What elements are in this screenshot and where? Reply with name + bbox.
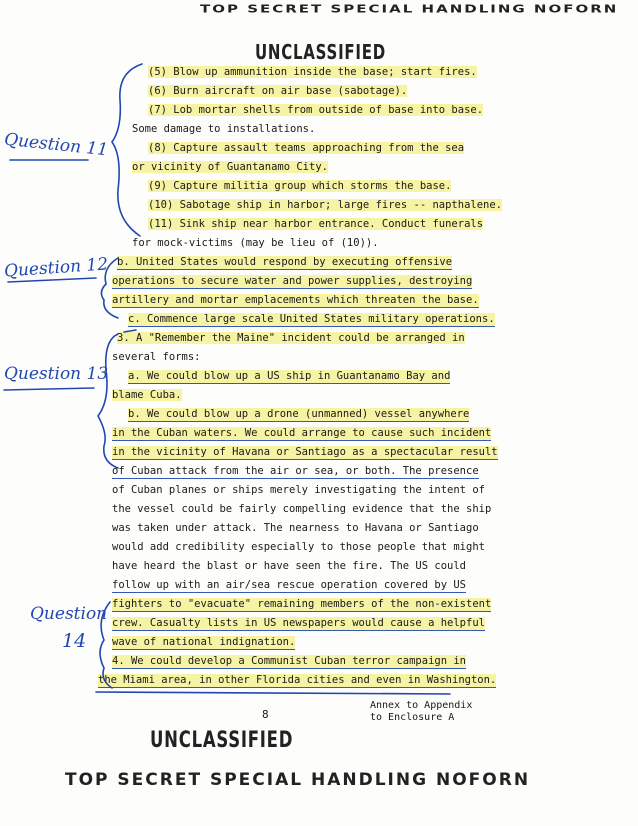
text-line: the Miami area, in other Florida cities and even in Washington. bbox=[98, 674, 497, 686]
text-line: follow up with an air/sea rescue operation covered by US bbox=[112, 579, 467, 591]
text-line: b. United States would respond by executing offensive bbox=[117, 256, 453, 268]
text-line: of Cuban attack from the air or sea, or both. The presence bbox=[112, 465, 479, 477]
classification-stamp-bottom: TOP SECRET SPECIAL HANDLING NOFORN bbox=[65, 770, 531, 790]
handwritten-question-14-number: 14 bbox=[62, 630, 87, 652]
handwritten-question-11: Question 11 bbox=[3, 129, 109, 161]
unclassified-stamp-top: UNCLASSIFIED bbox=[255, 40, 386, 64]
handwritten-question-13: Question 13 bbox=[4, 364, 109, 384]
text-line: in the Cuban waters. We could arrange to cause such incident bbox=[112, 427, 492, 439]
text-line: (6) Burn aircraft on air base (sabotage). bbox=[148, 85, 408, 97]
text-line: blame Cuba. bbox=[112, 389, 182, 401]
underline-question-13 bbox=[4, 388, 94, 390]
text-line: wave of national indignation. bbox=[112, 636, 296, 648]
text-line: (5) Blow up ammunition inside the base; start fires. bbox=[148, 66, 477, 78]
text-line: fighters to "evacuate" remaining members of the non-existent bbox=[112, 598, 492, 610]
unclassified-stamp-bottom: UNCLASSIFIED bbox=[150, 728, 294, 753]
text-line: for mock-victims (may be lieu of (10)). bbox=[132, 237, 379, 249]
text-line: have heard the blast or have seen the fire. The US could bbox=[112, 560, 467, 572]
text-line: c. Commence large scale United States military operations. bbox=[128, 313, 495, 325]
text-line: several forms: bbox=[112, 351, 201, 363]
text-line: (8) Capture assault teams approaching from the sea bbox=[148, 142, 465, 154]
text-line: was taken under attack. The nearness to Havana or Santiago bbox=[112, 522, 479, 534]
text-line: b. We could blow up a drone (unmanned) vessel anywhere bbox=[128, 408, 470, 420]
bracket-question-11 bbox=[112, 64, 142, 236]
handwritten-question-14: Question bbox=[30, 604, 108, 624]
text-line: 4. We could develop a Communist Cuban terror campaign in bbox=[112, 655, 467, 667]
text-line: in the vicinity of Havana or Santiago as a spectacular result bbox=[112, 446, 498, 458]
handwritten-question-12: Question 12 bbox=[3, 254, 109, 282]
text-line: (9) Capture militia group which storms the base. bbox=[148, 180, 452, 192]
text-line: (10) Sabotage ship in harbor; large fires -- napthalene. bbox=[148, 199, 503, 211]
text-line: (7) Lob mortar shells from outside of base into base. bbox=[148, 104, 484, 116]
annex-label-line2: to Enclosure A bbox=[370, 712, 455, 723]
text-line: of Cuban planes or ships merely investigating the intent of bbox=[112, 484, 485, 496]
text-line: a. We could blow up a US ship in Guantanamo Bay and bbox=[128, 370, 451, 382]
text-line: Some damage to installations. bbox=[132, 123, 316, 135]
underline-paragraph-4 bbox=[96, 692, 450, 694]
text-line: would add credibility especially to those people that might bbox=[112, 541, 485, 553]
text-line: or vicinity of Guantanamo City. bbox=[132, 161, 328, 173]
text-line: crew. Casualty lists in US newspapers would cause a helpful bbox=[112, 617, 485, 629]
annex-label-line1: Annex to Appendix bbox=[370, 700, 473, 711]
text-line: 3. A "Remember the Maine" incident could be arranged in bbox=[117, 332, 465, 344]
text-line: the vessel could be fairly compelling evidence that the ship bbox=[112, 503, 492, 515]
page-number: 8 bbox=[262, 708, 269, 721]
text-line: artillery and mortar emplacements which threaten the base. bbox=[112, 294, 479, 306]
classification-stamp-top: TOP SECRET SPECIAL HANDLING NOFORN bbox=[200, 2, 619, 16]
text-line: operations to secure water and power supplies, destroying bbox=[112, 275, 473, 287]
text-line: (11) Sink ship near harbor entrance. Conduct funerals bbox=[148, 218, 484, 230]
